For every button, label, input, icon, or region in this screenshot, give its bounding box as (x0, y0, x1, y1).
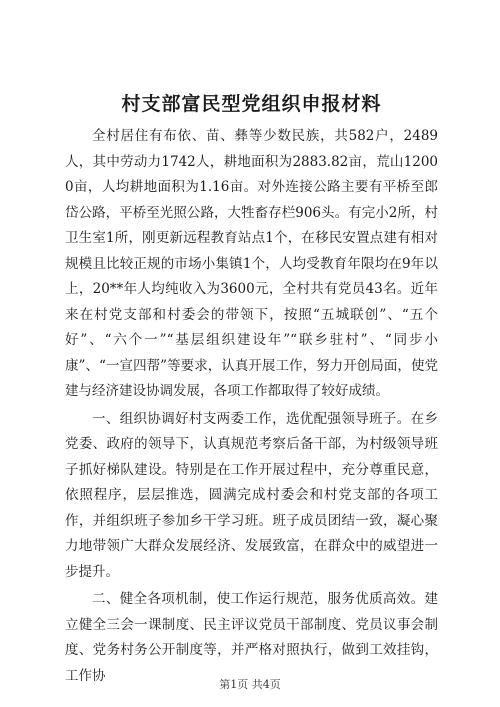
document-title: 村支部富民型党组织申报材料 (121, 93, 382, 115)
paragraph-section-two: 二、健全各项机制，使工作运行规范，服务优质高效。建立健全三会一课制度、民主评议党员干部制度、党员议事会制度、党务村务公开制度等，并严格对照执行，做到工效挂钩，工作协 (65, 591, 438, 684)
page-number-footer: 第1页 共4页 (219, 678, 281, 691)
paragraph-section-one: 一、组织协调好村支两委工作，选优配强领导班子。在乡党委、政府的领导下，认真规范考察后备干部，为村级领导班子抓好梯队建设。特别是在工作开展过程中，充分尊重民意，依照程序，层层推选，圆满完成村委会和村党支部的各项工作，并组织班子参加乡干学习班。班子成员团结一致，凝心聚力地带领广大群众发展经济、发展致富，在群众中的威望进一步提升。 (65, 410, 438, 580)
paragraph-intro: 全村居住有布依、苗、彝等少数民族，共582户，2489人，其中劳动力1742人，耕地面积为2883.82亩，荒山12000亩，人均耕地面积为1.16亩。对外连接公路主要有平桥至郎岱公路，平桥至光照公路，大牲畜存栏906头。有完小2所，村卫生室1所，刚更新远程教育站点1个，在移民安置点建有相对规模且比较正规的市场小集镇1个，人均受教育年限均在9年以上，20**年人均纯收入为3600元，全村共有党员43名。近年来在村党支部和村委会的带领下，按照“五城联创”、“五个好”、“六个一”“基层组织建设年”“联乡驻村”、“同步小康”、“一宣四帮”等要求，认真开展工作，努力开创局面，使党建与经济建设协调发展，各项工作都取得了较好成绩。 (65, 128, 438, 399)
